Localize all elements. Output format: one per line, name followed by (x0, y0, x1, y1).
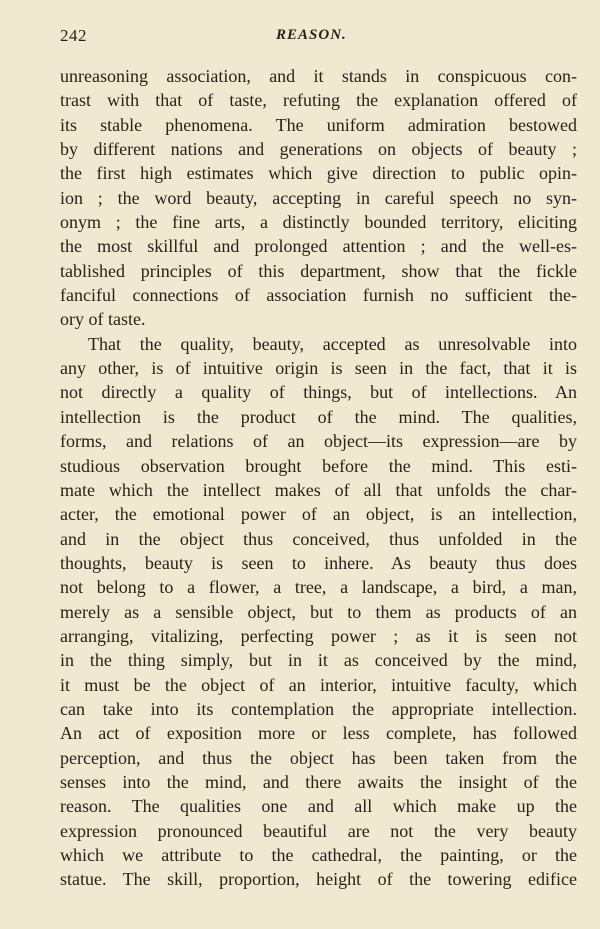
text-line: in the thing simply, but in it as conceived by the mind, (60, 650, 577, 671)
body-text (60, 64, 577, 892)
text-line: ion ; the word beauty, accepting in careful speech no syn- (60, 187, 577, 208)
text-line: not directly a quality of things, but of intellections. An (60, 382, 577, 403)
text-line: trast with that of taste, refuting the explanation offered of (60, 90, 577, 111)
text-line: mate which the intellect makes of all that unfolds the char- (60, 479, 577, 500)
text-line: and in the object thus conceived, thus unfolded in the (60, 528, 577, 549)
text-line: unreasoning association, and it stands in conspicuous con- (60, 66, 577, 86)
text-line: the most skillful and prolonged attention ; and the well-es- (60, 236, 577, 257)
text-line: arranging, vitalizing, perfecting power ; as it is seen not (60, 625, 577, 646)
text-line: intellection is the product of the mind. The qualities, (60, 406, 577, 427)
text-line: onym ; the fine arts, a distinctly bounded territory, eliciting (60, 212, 577, 233)
text-line: acter, the emotional power of an object, is an intellection, (60, 504, 577, 525)
text-line: its stable phenomena. The uniform admiration bestowed (60, 114, 577, 135)
text-line: studious observation brought before the mind. This esti- (60, 455, 577, 476)
text-line: which we attribute to the cathedral, the painting, or the (60, 845, 577, 865)
text-line: perception, and thus the object has been taken from the (60, 747, 577, 768)
paragraph (60, 64, 577, 332)
text-line: senses into the mind, and there awaits the insight of the (60, 771, 577, 792)
page-number: 242 (60, 26, 87, 45)
page-header (60, 26, 577, 48)
text-line: expression pronounced beautiful are not the very beauty (60, 820, 577, 841)
text-line: An act of exposition more or less complete, has followed (60, 723, 577, 744)
text-line: reason. The qualities one and all which make up the (60, 796, 577, 817)
text-line: any other, is of intuitive origin is seen in the fact, that it is (60, 358, 577, 379)
text-line: fanciful connections of association furnish no sufficient the- (60, 285, 577, 306)
text-line: ory of taste. (60, 309, 146, 330)
text-line: forms, and relations of an object—its expression—are by (60, 431, 577, 452)
text-line: can take into its contemplation the appropriate intellection. (60, 698, 577, 719)
paragraph (60, 332, 577, 892)
running-head: REASON. (276, 27, 347, 43)
text-line: That the quality, beauty, accepted as unresolvable into (88, 333, 577, 354)
text-line: statue. The skill, proportion, height of the towering edifice (60, 869, 577, 890)
text-line: merely as a sensible object, but to them as products of an (60, 601, 577, 622)
text-line: the first high estimates which give direction to public opin- (60, 163, 577, 184)
text-line: by different nations and generations on objects of beauty ; (60, 139, 577, 160)
text-line: thoughts, beauty is seen to inhere. As beauty thus does (60, 552, 577, 573)
text-line: not belong to a flower, a tree, a landscape, a bird, a man, (60, 577, 577, 598)
text-line: it must be the object of an interior, intuitive faculty, which (60, 674, 577, 695)
text-line: tablished principles of this department, show that the fickle (60, 260, 577, 281)
